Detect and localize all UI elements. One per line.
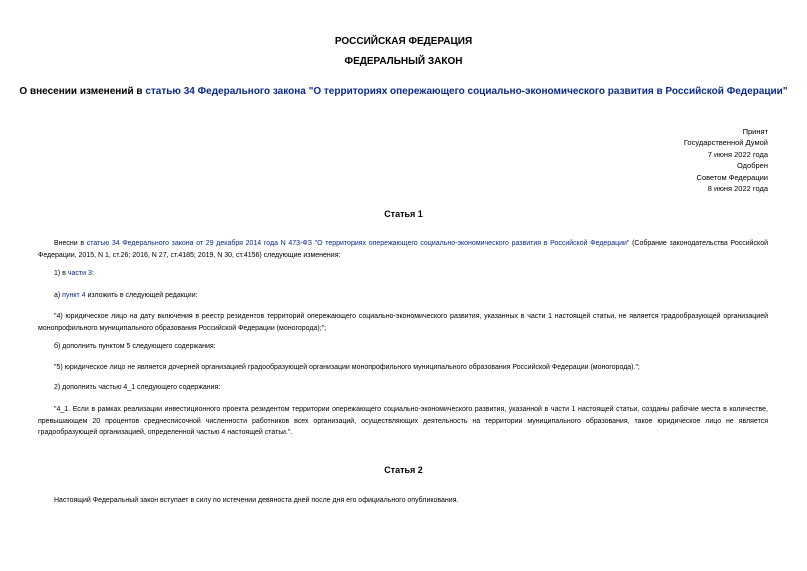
item-1 — [38, 268, 768, 280]
item-2: 2) дополнить частью 4_1 следующего содержания: — [54, 384, 221, 391]
law-type-heading: ФЕДЕРАЛЬНЫЙ ЗАКОН — [344, 56, 463, 67]
adoption-date: 7 июня 2022 года — [707, 149, 768, 159]
article-2-heading: Статья 2 — [384, 465, 423, 475]
item-1-prefix: 1) в — [54, 270, 68, 277]
item-b: б) дополнить пунктом 5 следующего содержания: — [54, 343, 216, 350]
item-a-prefix: а) — [54, 292, 63, 299]
quote-point-5: "5) юридическое лицо не является дочерней организацией градообразующей организации монопрофильного муниципального образования Российской Федерации (моногорода)."; — [54, 364, 640, 371]
article-2-text: Настоящий Федеральный закон вступает в силу по истечении девяноста дней после дня его официального опубликования. — [54, 497, 459, 504]
item-a-suffix: изложить в следующей редакции: — [85, 292, 198, 299]
adoption-block — [684, 126, 768, 194]
adoption-line: Принят — [742, 127, 768, 136]
law-title — [0, 86, 807, 97]
item-a-link[interactable]: пункт 4 — [62, 292, 86, 299]
approval-date: 8 июня 2022 года — [707, 184, 768, 194]
intro-suffix: (Собрание законодательства Российской Федерации, 2015, N 1, ст.26; 2016, N 27, ст.4185; 2019, N 30, ст.4156) следующие изменения: — [38, 240, 768, 259]
law-title-link[interactable]: статью 34 Федерального закона "О территориях опережающего социально-экономического развития в Российской Федерации" — [145, 86, 788, 97]
law-title-prefix: О внесении изменений в — [19, 86, 146, 97]
item-1-link[interactable]: части 3 — [67, 270, 92, 277]
quote-point-4: "4) юридическое лицо на дату включения в реестр резидентов территорий опережающего социально-экономического развития, указанных в части 1 настоящей статьи, не является градообразующей организацией монопрофильного муниципального образования Российской Федерации (моногорода);"; — [38, 313, 768, 332]
country-heading: РОССИЙСКАЯ ФЕДЕРАЦИЯ — [334, 36, 473, 47]
item-a — [38, 290, 768, 302]
article-1-heading: Статья 1 — [384, 209, 423, 219]
intro-link[interactable]: статью 34 Федерального закона от 29 декабря 2014 года N 473-ФЗ "О территориях опережающего социально-экономического развития в Российской Федерации" — [86, 240, 630, 247]
item-1-suffix: : — [91, 270, 94, 277]
quote-part-4-1: "4_1. Если в рамках реализации инвестиционного проекта резидентом территории опережающего социально-экономического развития, указанной в части 1 настоящей статьи, созданы рабочие места в количестве, превышающем 20 процентов среднесписочной численности работников всех организаций, осуществляющих деятельность на территории муниципального образования, такое юридическое лицо не является градообразующей организацией, определенной частью 4 настоящей статьи.". — [38, 406, 768, 437]
adoption-line: Государственной Думой — [683, 138, 768, 148]
article-1-intro — [38, 238, 768, 261]
intro-prefix: Внесни в — [54, 240, 87, 247]
approval-line: Советом Федерации — [696, 172, 768, 182]
approval-line: Одобрен — [737, 161, 768, 171]
